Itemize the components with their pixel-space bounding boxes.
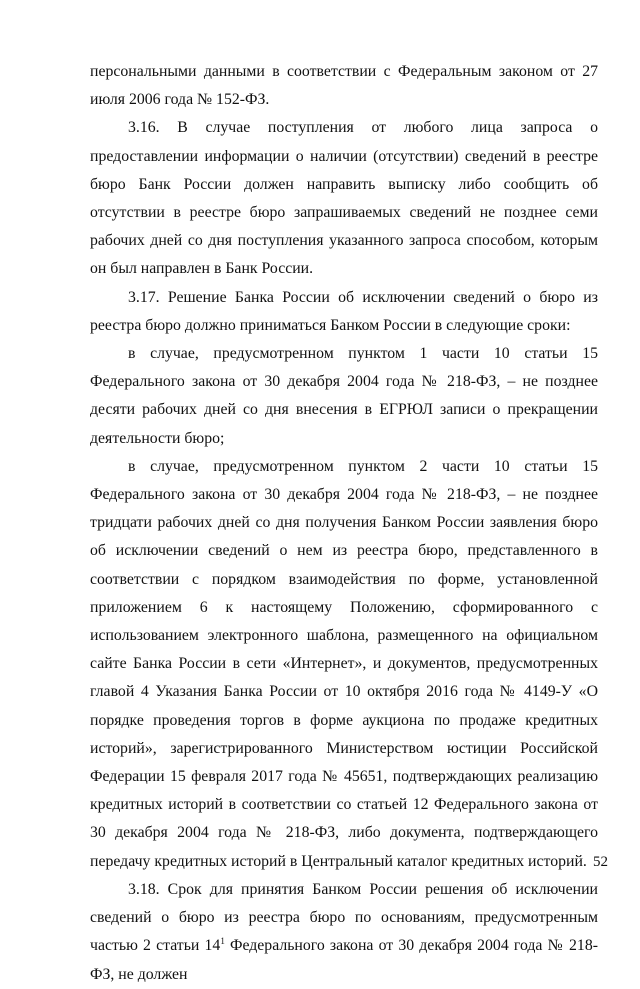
paragraph-3-17: 3.17. Решение Банка России об исключении сведений о бюро из реестра бюро должно приниматься Банком России в следующие сроки: <box>90 288 598 334</box>
paragraph-3-16: 3.16. В случае поступления от любого лица запроса о предоставлении информации о наличии (отсутствии) сведений в реестре бюро Банк России должен направить выписку либо сообщить об отсутствии в реестре бюро запрашиваемых сведений не позднее семи рабочих дней со дня поступления указанного запроса способом, которым он был направлен в Банк России. <box>90 119 598 278</box>
page-number: 52 <box>593 854 608 870</box>
document-page <box>90 58 598 989</box>
paragraph-continuation: персональными данными в соответствии с Федеральным законом от 27 июля 2006 года № 152-ФЗ. <box>90 63 598 109</box>
paragraph-3-17-case-1: в случае, предусмотренном пунктом 1 части 10 статьи 15 Федерального закона от 30 декабря 2004 года № 218-ФЗ, – не позднее десяти рабочих дней со дня внесения в ЕГРЮЛ записи о прекращении деятельности бюро; <box>90 345 598 447</box>
paragraph-3-17-case-2: в случае, предусмотренном пунктом 2 части 10 статьи 15 Федерального закона от 30 декабря 2004 года № 218-ФЗ, – не позднее тридцати рабочих дней со дня получения Банком России заявления бюро об исключении сведений о нем из реестра бюро, представленного в соответствии с порядком взаимодействия по форме, установленной приложением 6 к настоящему Положению, сформированного с использованием электронного шаблона, размещенного на официальном сайте Банка России в сети «Интернет», и документов, предусмотренных главой 4 Указания Банка России от 10 октября 2016 года № 4149-У «О порядке проведения торгов в форме аукциона по продаже кредитных историй», зарегистрированного Министерством юстиции Российской Федерации 15 февраля 2017 года № 45651, подтверждающих реализацию кредитных историй в соответствии со статьей 12 Федерального закона от 30 декабря 2004 года № 218-ФЗ, либо документа, подтверждающего передачу кредитных историй в Центральный каталог кредитных историй. <box>90 457 598 870</box>
superscript-1: 1 <box>220 936 225 947</box>
paragraph-3-18-text-end: Федерального закона от 30 декабря 2004 года № 218-ФЗ, не должен <box>90 937 598 983</box>
paragraph-3-18-text-start: 3.18. Срок для принятия Банком России решения об исключении сведений о бюро из реестра бюро по основаниям, предусмотренным частью 2 статьи 14 <box>90 880 598 955</box>
paragraph-3-18 <box>90 876 598 989</box>
